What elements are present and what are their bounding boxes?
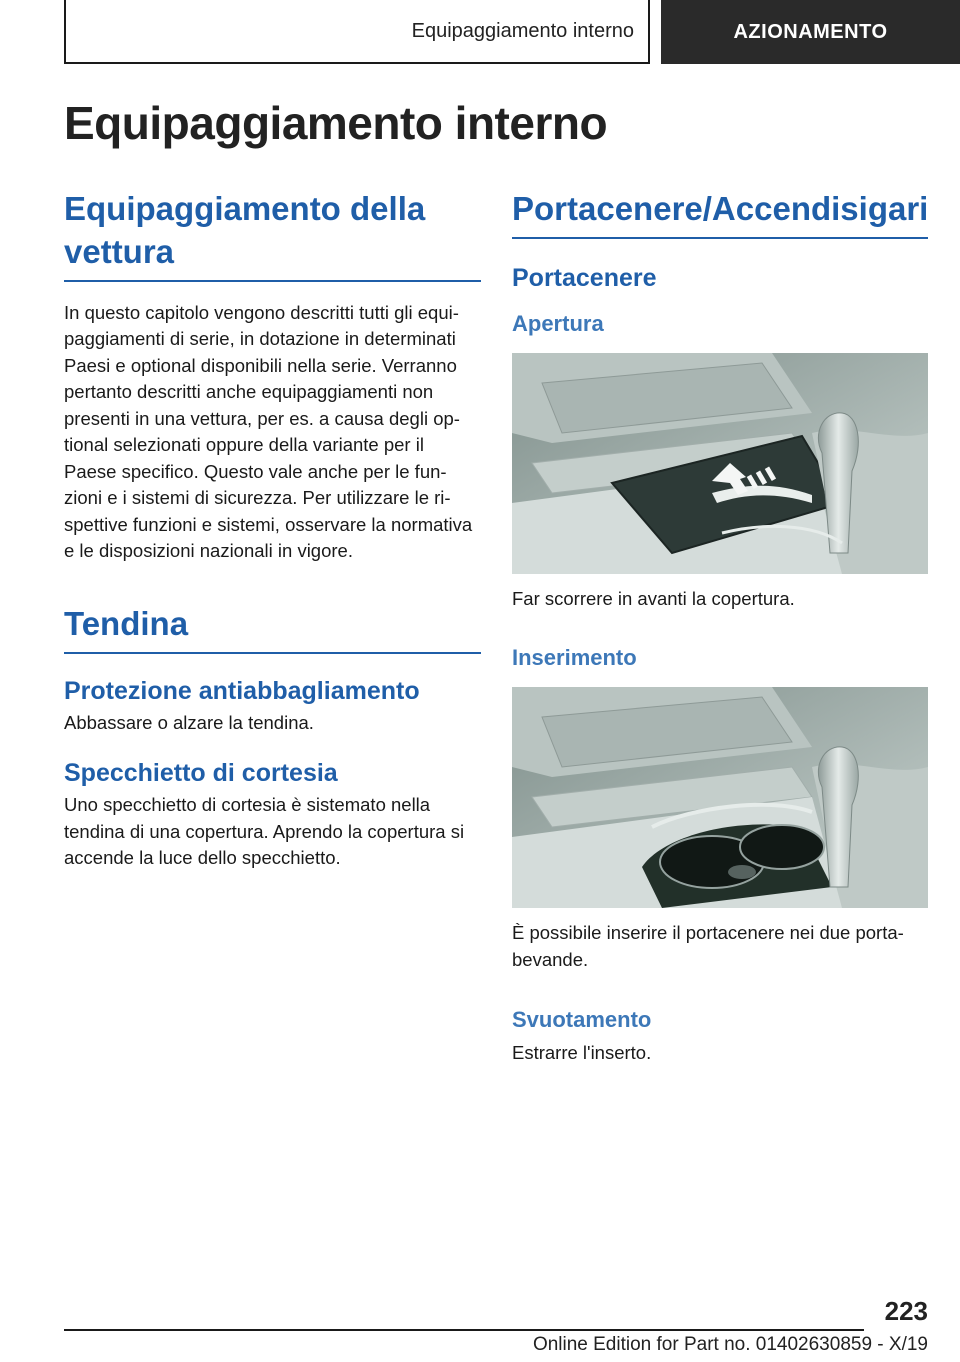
header-chapter-label: AZIONAMENTO [733,20,888,43]
vanity-mirror-text: Uno specchietto di cortesia è sistemato nella tendina di una copertura. Aprendo la copertura si accende la luce dello specchietto. [64,794,465,869]
emptying-text: Estrarre l'inserto. [512,1041,652,1063]
page-title: Equipaggiamento interno [64,97,608,149]
ashtray-inserting-figure [512,687,928,908]
header-section-tab [64,0,650,64]
heading-vehicle-equipment: Equipaggiamento della vettura [64,188,481,282]
header-section-label: Equipaggiamento interno [411,19,634,42]
heading-inserting: Inserimento [512,644,637,670]
inserting-caption: È possibile inserire il portacenere nei due porta-bevande. [512,922,904,970]
left-column [64,188,481,872]
glare-protection-text: Abbassare o alzare la tendina. [64,711,314,733]
page-number: 223 [884,1296,928,1326]
heading-sun-visor: Tendina [64,603,481,654]
vehicle-equipment-text: In questo capitolo vengono descritti tutti gli equi-paggiamenti di serie, in dotazione in determinati Paesi e optional disponibili nella serie. Verranno pertanto descritti anche equipaggiamenti non presenti in una vettura, per es. a causa degli op-tional selezionati oppure della variante per il Paese specifico. Questo vale anche per le fun-zioni e i sistemi di sicurezza. Per utilizzare le ri-spettive funzioni e sistemi, osservare la normativa e le disposizioni nazionali in vigore. [64,301,473,562]
footer-divider [64,1329,864,1331]
header-chapter-tab [661,0,960,64]
edition-note: Online Edition for Part no. 01402630859 - X/19 [532,1334,928,1355]
right-column [512,188,928,1066]
heading-ashtray: Portacenere [512,263,657,292]
heading-emptying: Svuotamento [512,1007,652,1033]
heading-vanity-mirror: Specchietto di cortesia [64,759,338,788]
heading-opening: Apertura [512,310,604,336]
opening-caption: Far scorrere in avanti la copertura. [512,588,795,610]
heading-glare-protection: Protezione antiabbagliamento [64,676,420,705]
heading-ashtray-lighter: Portacenere/Accendisigari [512,188,928,239]
ashtray-opening-figure [512,353,928,574]
